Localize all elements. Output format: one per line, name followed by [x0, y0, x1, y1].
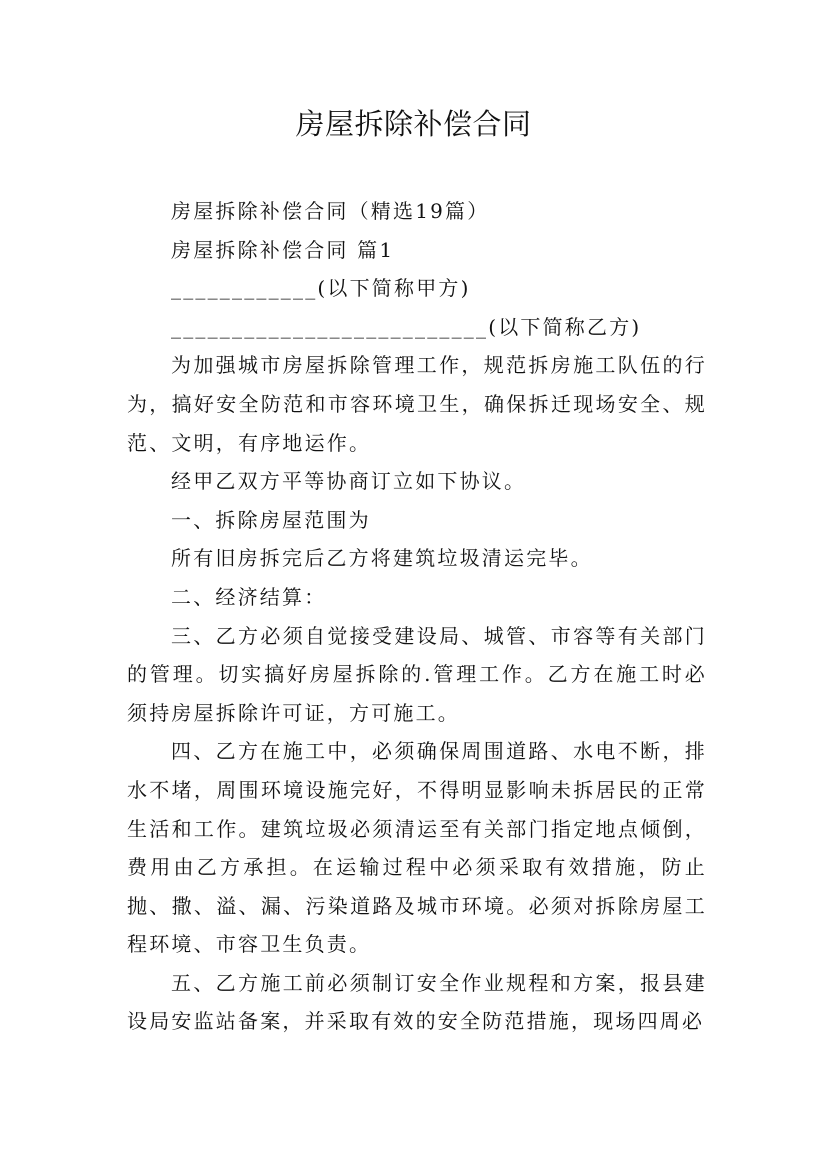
- document-title: 房屋拆除补偿合同: [295, 107, 532, 141]
- paragraph-clause-5: 五、乙方施工前必须制订安全作业规程和方案，报县建设局安监站备案，并采取有效的安全防范措施，现场四周必: [127, 970, 707, 1034]
- document-body: [127, 192, 707, 1041]
- paragraph-clause-1: 一、拆除房屋范围为: [171, 507, 371, 532]
- paragraph-clause-3: 三、乙方必须自觉接受建设局、城管、市容等有关部门的管理。切实搞好房屋拆除的.管理工作。乙方在施工时必须持房屋拆除许可证，方可施工。: [127, 623, 707, 725]
- paragraph-clause-1-detail: 所有旧房拆完后乙方将建筑垃圾清运完毕。: [171, 546, 593, 571]
- paragraph-agreement: 经甲乙双方平等协商订立如下协议。: [171, 469, 527, 494]
- paragraph-clause-2: 二、经济结算：: [171, 584, 327, 609]
- paragraph-subtitle: 房屋拆除补偿合同（精选19篇）: [171, 199, 490, 223]
- paragraph-section-heading: 房屋拆除补偿合同 篇1: [171, 237, 395, 262]
- paragraph-clause-4: 四、乙方在施工中，必须确保周围道路、水电不断，排水不堵，周围环境设施完好，不得明显影响未拆居民的正常生活和工作。建筑垃圾必须清运至有关部门指定地点倾倒，费用由乙方承担。在运输过程中必须采取有效措施，防止抛、撒、溢、漏、污染道路及城市环境。必须对拆除房屋工程环境、市容卫生负责。: [127, 739, 707, 957]
- paragraph-purpose: 为加强城市房屋拆除管理工作，规范拆房施工队伍的行为，搞好安全防范和市容环境卫生，确保拆迁现场安全、规范、文明，有序地运作。: [127, 353, 707, 455]
- paragraph-party-a: ____________(以下简称甲方): [171, 276, 471, 301]
- paragraph-party-b: __________________________(以下简称乙方): [171, 314, 642, 339]
